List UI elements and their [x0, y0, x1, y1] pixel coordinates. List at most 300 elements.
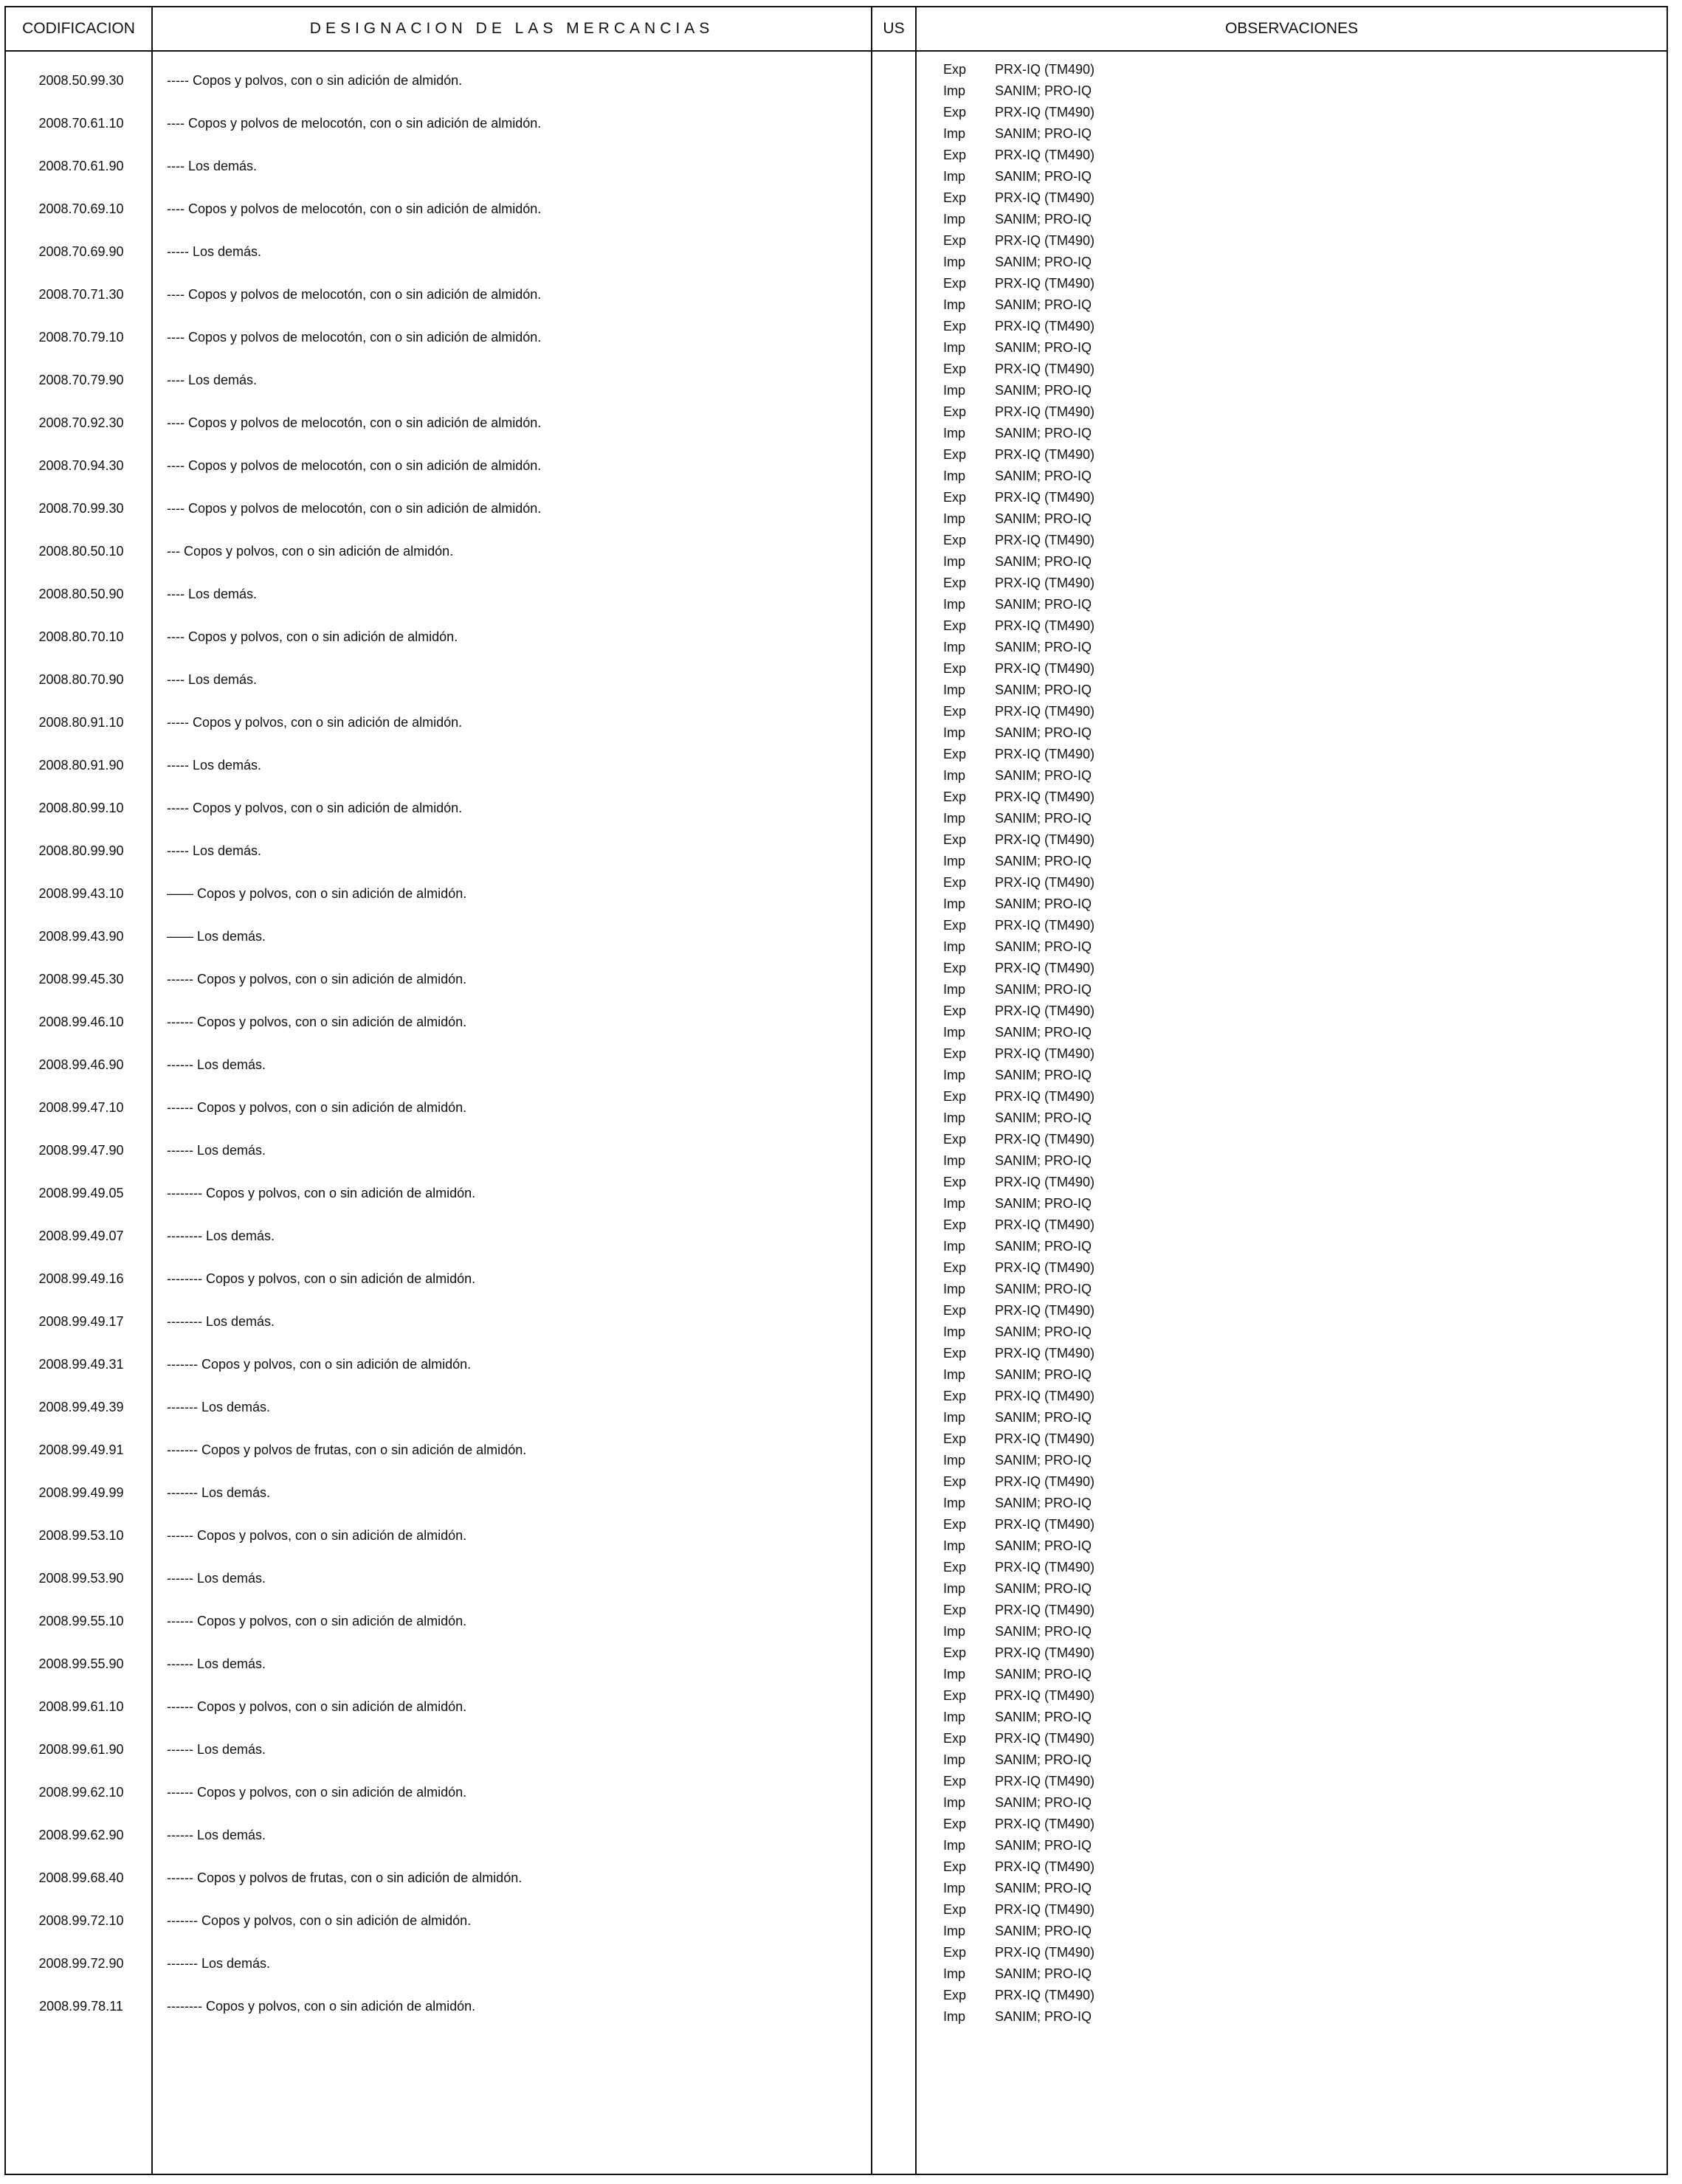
- table-row: [0, 658, 1682, 701]
- row-code: 2008.99.47.10: [38, 1100, 124, 1115]
- row-description: ------ Copos y polvos, con o sin adición de almidón.: [167, 972, 467, 986]
- obs-exp-label: Exp: [943, 1945, 967, 1960]
- table-row: [0, 615, 1682, 658]
- obs-imp-value: SANIM; PRO-IQ: [995, 1924, 1092, 1938]
- obs-imp-value: SANIM; PRO-IQ: [995, 1581, 1092, 1596]
- obs-export-line: [943, 1814, 1165, 1835]
- row-observations: [943, 1086, 1165, 1129]
- obs-import-line: [943, 1321, 1165, 1343]
- row-observations: [943, 1471, 1165, 1514]
- obs-exp-value: PRX-IQ (TM490): [995, 661, 1095, 676]
- header-codificacion: CODIFICACION: [22, 20, 135, 37]
- obs-imp-value: SANIM; PRO-IQ: [995, 1110, 1092, 1125]
- row-observations: [943, 829, 1165, 872]
- obs-imp-label: Imp: [943, 126, 966, 141]
- obs-exp-label: Exp: [943, 576, 967, 590]
- obs-import-line: [943, 209, 1165, 230]
- obs-import-line: [943, 551, 1165, 573]
- obs-imp-value: SANIM; PRO-IQ: [995, 1752, 1092, 1767]
- row-code: 2008.99.55.10: [38, 1614, 124, 1628]
- row-observations: [943, 59, 1165, 102]
- obs-import-line: [943, 1065, 1165, 1086]
- obs-export-line: [943, 1257, 1165, 1279]
- obs-exp-value: PRX-IQ (TM490): [995, 576, 1095, 590]
- obs-exp-value: PRX-IQ (TM490): [995, 148, 1095, 162]
- obs-imp-value: SANIM; PRO-IQ: [995, 255, 1092, 269]
- obs-imp-value: SANIM; PRO-IQ: [995, 1153, 1092, 1168]
- row-observations: [943, 1642, 1165, 1685]
- table-row: [0, 787, 1682, 829]
- obs-exp-value: PRX-IQ (TM490): [995, 1389, 1095, 1403]
- obs-exp-value: PRX-IQ (TM490): [995, 789, 1095, 804]
- obs-imp-label: Imp: [943, 1324, 966, 1339]
- row-observations: [943, 1814, 1165, 1856]
- obs-import-line: [943, 594, 1165, 615]
- obs-imp-value: SANIM; PRO-IQ: [995, 1068, 1092, 1082]
- row-observations: [943, 1001, 1165, 1043]
- obs-imp-value: SANIM; PRO-IQ: [995, 939, 1092, 954]
- row-code: 2008.99.61.90: [38, 1742, 124, 1757]
- table-row: [0, 1985, 1682, 2028]
- obs-import-line: [943, 1150, 1165, 1172]
- row-code: 2008.99.49.05: [38, 1186, 124, 1200]
- obs-imp-value: SANIM; PRO-IQ: [995, 1367, 1092, 1382]
- row-code: 2008.99.43.10: [38, 886, 124, 901]
- table-row: [0, 1001, 1682, 1043]
- obs-imp-label: Imp: [943, 212, 966, 227]
- obs-import-line: [943, 1022, 1165, 1043]
- table-row: [0, 1514, 1682, 1557]
- obs-imp-value: SANIM; PRO-IQ: [995, 1324, 1092, 1339]
- obs-export-line: [943, 958, 1165, 979]
- obs-import-line: [943, 423, 1165, 444]
- row-observations: [943, 1172, 1165, 1214]
- row-observations: [943, 401, 1165, 444]
- row-description: -------- Los demás.: [167, 1314, 275, 1329]
- obs-imp-value: SANIM; PRO-IQ: [995, 83, 1092, 98]
- row-code: 2008.80.91.90: [38, 758, 124, 773]
- table-row: [0, 1471, 1682, 1514]
- row-description: ---- Los demás.: [167, 373, 258, 387]
- header-us: US: [883, 20, 905, 37]
- obs-import-line: [943, 2006, 1165, 2028]
- row-code: 2008.80.50.10: [38, 544, 124, 559]
- obs-imp-value: SANIM; PRO-IQ: [995, 169, 1092, 184]
- obs-exp-value: PRX-IQ (TM490): [995, 961, 1095, 975]
- obs-import-line: [943, 936, 1165, 958]
- obs-imp-label: Imp: [943, 1453, 966, 1468]
- row-description: ----- Copos y polvos, con o sin adición de almidón.: [167, 715, 463, 730]
- table-row: [0, 958, 1682, 1001]
- obs-exp-label: Exp: [943, 148, 967, 162]
- obs-import-line: [943, 80, 1165, 102]
- row-description: ---- Copos y polvos de melocotón, con o sin adición de almidón.: [167, 201, 542, 216]
- table-row: [0, 1086, 1682, 1129]
- table-row: [0, 1600, 1682, 1642]
- obs-imp-label: Imp: [943, 982, 966, 997]
- row-code: 2008.99.49.07: [38, 1228, 124, 1243]
- obs-exp-value: PRX-IQ (TM490): [995, 832, 1095, 847]
- table-row: [0, 1172, 1682, 1214]
- table-row: [0, 1728, 1682, 1771]
- table-row: [0, 744, 1682, 787]
- obs-import-line: [943, 808, 1165, 829]
- obs-export-line: [943, 187, 1165, 209]
- row-description: ---- Copos y polvos de melocotón, con o sin adición de almidón.: [167, 415, 542, 430]
- obs-exp-value: PRX-IQ (TM490): [995, 704, 1095, 719]
- row-observations: [943, 444, 1165, 487]
- obs-exp-label: Exp: [943, 490, 967, 505]
- obs-exp-label: Exp: [943, 1560, 967, 1575]
- obs-exp-label: Exp: [943, 1431, 967, 1446]
- obs-imp-value: SANIM; PRO-IQ: [995, 1453, 1092, 1468]
- obs-exp-value: PRX-IQ (TM490): [995, 1303, 1095, 1318]
- obs-imp-value: SANIM; PRO-IQ: [995, 896, 1092, 911]
- obs-exp-label: Exp: [943, 789, 967, 804]
- obs-imp-label: Imp: [943, 939, 966, 954]
- obs-exp-label: Exp: [943, 1774, 967, 1789]
- row-description: ----- Copos y polvos, con o sin adición de almidón.: [167, 73, 463, 88]
- obs-export-line: [943, 444, 1165, 466]
- row-code: 2008.80.99.90: [38, 843, 124, 858]
- obs-exp-label: Exp: [943, 1517, 967, 1532]
- row-description: —— Los demás.: [167, 929, 266, 944]
- obs-imp-value: SANIM; PRO-IQ: [995, 1795, 1092, 1810]
- obs-exp-label: Exp: [943, 1132, 967, 1147]
- row-observations: [943, 1856, 1165, 1899]
- obs-import-line: [943, 252, 1165, 273]
- row-description: -------- Copos y polvos, con o sin adición de almidón.: [167, 1999, 476, 2014]
- obs-imp-label: Imp: [943, 811, 966, 826]
- obs-exp-label: Exp: [943, 1988, 967, 2002]
- obs-export-line: [943, 701, 1165, 722]
- obs-exp-value: PRX-IQ (TM490): [995, 1603, 1095, 1617]
- row-description: ---- Copos y polvos de melocotón, con o sin adición de almidón.: [167, 501, 542, 516]
- obs-exp-label: Exp: [943, 832, 967, 847]
- row-description: ---- Los demás.: [167, 159, 258, 173]
- table-row: [0, 187, 1682, 230]
- obs-imp-label: Imp: [943, 554, 966, 569]
- obs-export-line: [943, 145, 1165, 166]
- row-observations: [943, 145, 1165, 187]
- obs-export-line: [943, 273, 1165, 294]
- obs-export-line: [943, 1386, 1165, 1407]
- obs-export-line: [943, 1642, 1165, 1664]
- row-description: ---- Copos y polvos de melocotón, con o sin adición de almidón.: [167, 330, 542, 345]
- obs-exp-value: PRX-IQ (TM490): [995, 1132, 1095, 1147]
- obs-export-line: [943, 230, 1165, 252]
- table-row: [0, 1300, 1682, 1343]
- row-description: ------- Los demás.: [167, 1400, 271, 1414]
- row-code: 2008.70.99.30: [38, 501, 124, 516]
- obs-export-line: [943, 359, 1165, 380]
- obs-imp-label: Imp: [943, 597, 966, 612]
- obs-import-line: [943, 1621, 1165, 1642]
- row-code: 2008.99.49.16: [38, 1271, 124, 1286]
- row-observations: [943, 1899, 1165, 1942]
- row-code: 2008.99.61.10: [38, 1699, 124, 1714]
- obs-import-line: [943, 337, 1165, 359]
- obs-exp-value: PRX-IQ (TM490): [995, 1859, 1095, 1874]
- table-row: [0, 359, 1682, 401]
- row-description: ----- Los demás.: [167, 244, 262, 259]
- row-observations: [943, 787, 1165, 829]
- row-description: ------- Los demás.: [167, 1485, 271, 1500]
- obs-exp-value: PRX-IQ (TM490): [995, 404, 1095, 419]
- obs-exp-value: PRX-IQ (TM490): [995, 533, 1095, 547]
- row-observations: [943, 487, 1165, 530]
- obs-imp-label: Imp: [943, 1667, 966, 1682]
- obs-import-line: [943, 1578, 1165, 1600]
- row-observations: [943, 316, 1165, 359]
- obs-exp-value: PRX-IQ (TM490): [995, 918, 1095, 933]
- obs-import-line: [943, 1664, 1165, 1685]
- obs-imp-value: SANIM; PRO-IQ: [995, 1239, 1092, 1254]
- row-code: 2008.70.61.10: [38, 116, 124, 131]
- obs-export-line: [943, 573, 1165, 594]
- obs-export-line: [943, 1043, 1165, 1065]
- obs-imp-value: SANIM; PRO-IQ: [995, 1410, 1092, 1425]
- obs-imp-label: Imp: [943, 854, 966, 868]
- obs-export-line: [943, 1428, 1165, 1450]
- table-row: [0, 829, 1682, 872]
- row-description: —— Copos y polvos, con o sin adición de almidón.: [167, 886, 467, 901]
- obs-exp-value: PRX-IQ (TM490): [995, 1217, 1095, 1232]
- row-observations: [943, 230, 1165, 273]
- obs-imp-value: SANIM; PRO-IQ: [995, 982, 1092, 997]
- obs-exp-value: PRX-IQ (TM490): [995, 618, 1095, 633]
- obs-imp-value: SANIM; PRO-IQ: [995, 511, 1092, 526]
- row-code: 2008.99.49.17: [38, 1314, 124, 1329]
- row-observations: [943, 273, 1165, 316]
- obs-export-line: [943, 1172, 1165, 1193]
- obs-imp-label: Imp: [943, 640, 966, 654]
- row-description: ------- Copos y polvos, con o sin adición de almidón.: [167, 1913, 472, 1928]
- row-observations: [943, 915, 1165, 958]
- obs-export-line: [943, 1600, 1165, 1621]
- row-observations: [943, 1600, 1165, 1642]
- obs-exp-label: Exp: [943, 190, 967, 205]
- obs-imp-label: Imp: [943, 896, 966, 911]
- obs-exp-value: PRX-IQ (TM490): [995, 1688, 1095, 1703]
- obs-imp-label: Imp: [943, 1795, 966, 1810]
- obs-import-line: [943, 765, 1165, 787]
- obs-export-line: [943, 1771, 1165, 1792]
- obs-export-line: [943, 1856, 1165, 1878]
- obs-imp-label: Imp: [943, 1239, 966, 1254]
- obs-exp-value: PRX-IQ (TM490): [995, 1346, 1095, 1361]
- obs-exp-value: PRX-IQ (TM490): [995, 1645, 1095, 1660]
- table-row: [0, 1685, 1682, 1728]
- row-description: ------ Los demás.: [167, 1143, 266, 1158]
- table-row: [0, 401, 1682, 444]
- row-observations: [943, 1343, 1165, 1386]
- obs-imp-label: Imp: [943, 1410, 966, 1425]
- obs-exp-value: PRX-IQ (TM490): [995, 875, 1095, 890]
- obs-exp-value: PRX-IQ (TM490): [995, 105, 1095, 120]
- row-description: ----- Los demás.: [167, 843, 262, 858]
- obs-exp-label: Exp: [943, 1217, 967, 1232]
- row-description: ---- Copos y polvos de melocotón, con o sin adición de almidón.: [167, 287, 542, 302]
- obs-export-line: [943, 1557, 1165, 1578]
- table-row: [0, 230, 1682, 273]
- row-description: ------ Copos y polvos, con o sin adición de almidón.: [167, 1100, 467, 1115]
- obs-exp-label: Exp: [943, 704, 967, 719]
- row-observations: [943, 1985, 1165, 2028]
- obs-exp-value: PRX-IQ (TM490): [995, 276, 1095, 291]
- obs-export-line: [943, 872, 1165, 894]
- obs-exp-label: Exp: [943, 1688, 967, 1703]
- obs-exp-value: PRX-IQ (TM490): [995, 1431, 1095, 1446]
- table-row: [0, 1428, 1682, 1471]
- obs-exp-label: Exp: [943, 618, 967, 633]
- obs-import-line: [943, 1364, 1165, 1386]
- obs-exp-value: PRX-IQ (TM490): [995, 1175, 1095, 1189]
- obs-export-line: [943, 829, 1165, 851]
- obs-imp-value: SANIM; PRO-IQ: [995, 1966, 1092, 1981]
- table-row: [0, 872, 1682, 915]
- obs-export-line: [943, 1899, 1165, 1921]
- row-code: 2008.99.49.31: [38, 1357, 124, 1372]
- row-code: 2008.70.92.30: [38, 415, 124, 430]
- obs-exp-label: Exp: [943, 747, 967, 761]
- row-description: ---- Copos y polvos de melocotón, con o sin adición de almidón.: [167, 458, 542, 473]
- header-designacion: DESIGNACION DE LAS MERCANCIAS: [309, 20, 714, 37]
- row-observations: [943, 102, 1165, 145]
- obs-import-line: [943, 508, 1165, 530]
- obs-exp-value: PRX-IQ (TM490): [995, 1046, 1095, 1061]
- row-observations: [943, 573, 1165, 615]
- row-code: 2008.99.72.10: [38, 1913, 124, 1928]
- row-code: 2008.99.62.90: [38, 1828, 124, 1842]
- obs-exp-value: PRX-IQ (TM490): [995, 233, 1095, 248]
- obs-exp-label: Exp: [943, 1389, 967, 1403]
- obs-exp-value: PRX-IQ (TM490): [995, 1817, 1095, 1831]
- obs-exp-value: PRX-IQ (TM490): [995, 747, 1095, 761]
- obs-import-line: [943, 1535, 1165, 1557]
- obs-imp-value: SANIM; PRO-IQ: [995, 212, 1092, 227]
- obs-exp-label: Exp: [943, 1260, 967, 1275]
- row-description: ------ Copos y polvos, con o sin adición de almidón.: [167, 1528, 467, 1543]
- row-description: ------ Copos y polvos, con o sin adición de almidón.: [167, 1614, 467, 1628]
- obs-imp-label: Imp: [943, 426, 966, 440]
- obs-imp-value: SANIM; PRO-IQ: [995, 1025, 1092, 1040]
- obs-import-line: [943, 123, 1165, 145]
- table-row: [0, 1642, 1682, 1685]
- obs-imp-value: SANIM; PRO-IQ: [995, 811, 1092, 826]
- obs-export-line: [943, 1685, 1165, 1707]
- row-description: -------- Los demás.: [167, 1228, 275, 1243]
- obs-export-line: [943, 658, 1165, 680]
- table-row: [0, 273, 1682, 316]
- row-description: ---- Los demás.: [167, 672, 258, 687]
- obs-imp-label: Imp: [943, 682, 966, 697]
- obs-imp-value: SANIM; PRO-IQ: [995, 340, 1092, 355]
- obs-import-line: [943, 637, 1165, 658]
- obs-imp-value: SANIM; PRO-IQ: [995, 383, 1092, 398]
- obs-exp-label: Exp: [943, 319, 967, 334]
- obs-exp-label: Exp: [943, 62, 967, 77]
- row-code: 2008.70.71.30: [38, 287, 124, 302]
- obs-import-line: [943, 1835, 1165, 1856]
- table-row: [0, 145, 1682, 187]
- obs-export-line: [943, 102, 1165, 123]
- obs-exp-label: Exp: [943, 661, 967, 676]
- row-code: 2008.99.53.90: [38, 1571, 124, 1586]
- row-observations: [943, 615, 1165, 658]
- obs-imp-label: Imp: [943, 1752, 966, 1767]
- obs-exp-label: Exp: [943, 1645, 967, 1660]
- header-observaciones: OBSERVACIONES: [1224, 20, 1359, 37]
- obs-exp-label: Exp: [943, 1859, 967, 1874]
- obs-imp-label: Imp: [943, 725, 966, 740]
- table-row: [0, 1856, 1682, 1899]
- row-description: ------ Los demás.: [167, 1057, 266, 1072]
- row-description: ------ Los demás.: [167, 1571, 266, 1586]
- obs-exp-label: Exp: [943, 875, 967, 890]
- obs-export-line: [943, 487, 1165, 508]
- row-description: ------ Los demás.: [167, 1656, 266, 1671]
- obs-export-line: [943, 615, 1165, 637]
- obs-exp-value: PRX-IQ (TM490): [995, 1560, 1095, 1575]
- obs-exp-label: Exp: [943, 1731, 967, 1746]
- obs-imp-value: SANIM; PRO-IQ: [995, 1496, 1092, 1510]
- row-code: 2008.99.49.91: [38, 1442, 124, 1457]
- obs-imp-label: Imp: [943, 1282, 966, 1296]
- obs-exp-value: PRX-IQ (TM490): [995, 1945, 1095, 1960]
- row-code: 2008.99.78.11: [39, 1999, 123, 2014]
- row-description: -------- Copos y polvos, con o sin adición de almidón.: [167, 1186, 476, 1200]
- row-observations: [943, 1685, 1165, 1728]
- obs-imp-value: SANIM; PRO-IQ: [995, 1838, 1092, 1853]
- row-code: 2008.70.69.90: [38, 244, 124, 259]
- obs-imp-label: Imp: [943, 1367, 966, 1382]
- table-row: [0, 1771, 1682, 1814]
- row-code: 2008.99.68.40: [38, 1870, 124, 1885]
- table-row: [0, 1899, 1682, 1942]
- row-code: 2008.80.70.90: [38, 672, 124, 687]
- table-row: [0, 701, 1682, 744]
- obs-import-line: [943, 166, 1165, 187]
- row-code: 2008.80.70.10: [38, 629, 124, 644]
- row-code: 2008.99.45.30: [38, 972, 124, 986]
- table-row: [0, 59, 1682, 102]
- obs-exp-value: PRX-IQ (TM490): [995, 190, 1095, 205]
- obs-export-line: [943, 744, 1165, 765]
- row-observations: [943, 658, 1165, 701]
- row-description: ------- Copos y polvos, con o sin adición de almidón.: [167, 1357, 472, 1372]
- obs-exp-label: Exp: [943, 918, 967, 933]
- obs-import-line: [943, 1963, 1165, 1985]
- row-code: 2008.99.46.10: [38, 1015, 124, 1029]
- obs-imp-label: Imp: [943, 169, 966, 184]
- table-row: [0, 487, 1682, 530]
- obs-export-line: [943, 1985, 1165, 2006]
- obs-imp-value: SANIM; PRO-IQ: [995, 682, 1092, 697]
- obs-imp-label: Imp: [943, 1838, 966, 1853]
- obs-imp-label: Imp: [943, 2009, 966, 2024]
- obs-export-line: [943, 915, 1165, 936]
- obs-exp-value: PRX-IQ (TM490): [995, 362, 1095, 376]
- table-row: [0, 102, 1682, 145]
- row-observations: [943, 1257, 1165, 1300]
- obs-imp-value: SANIM; PRO-IQ: [995, 854, 1092, 868]
- row-description: ------- Los demás.: [167, 1956, 271, 1971]
- obs-export-line: [943, 1514, 1165, 1535]
- row-observations: [943, 1771, 1165, 1814]
- obs-imp-label: Imp: [943, 1496, 966, 1510]
- obs-imp-value: SANIM; PRO-IQ: [995, 1538, 1092, 1553]
